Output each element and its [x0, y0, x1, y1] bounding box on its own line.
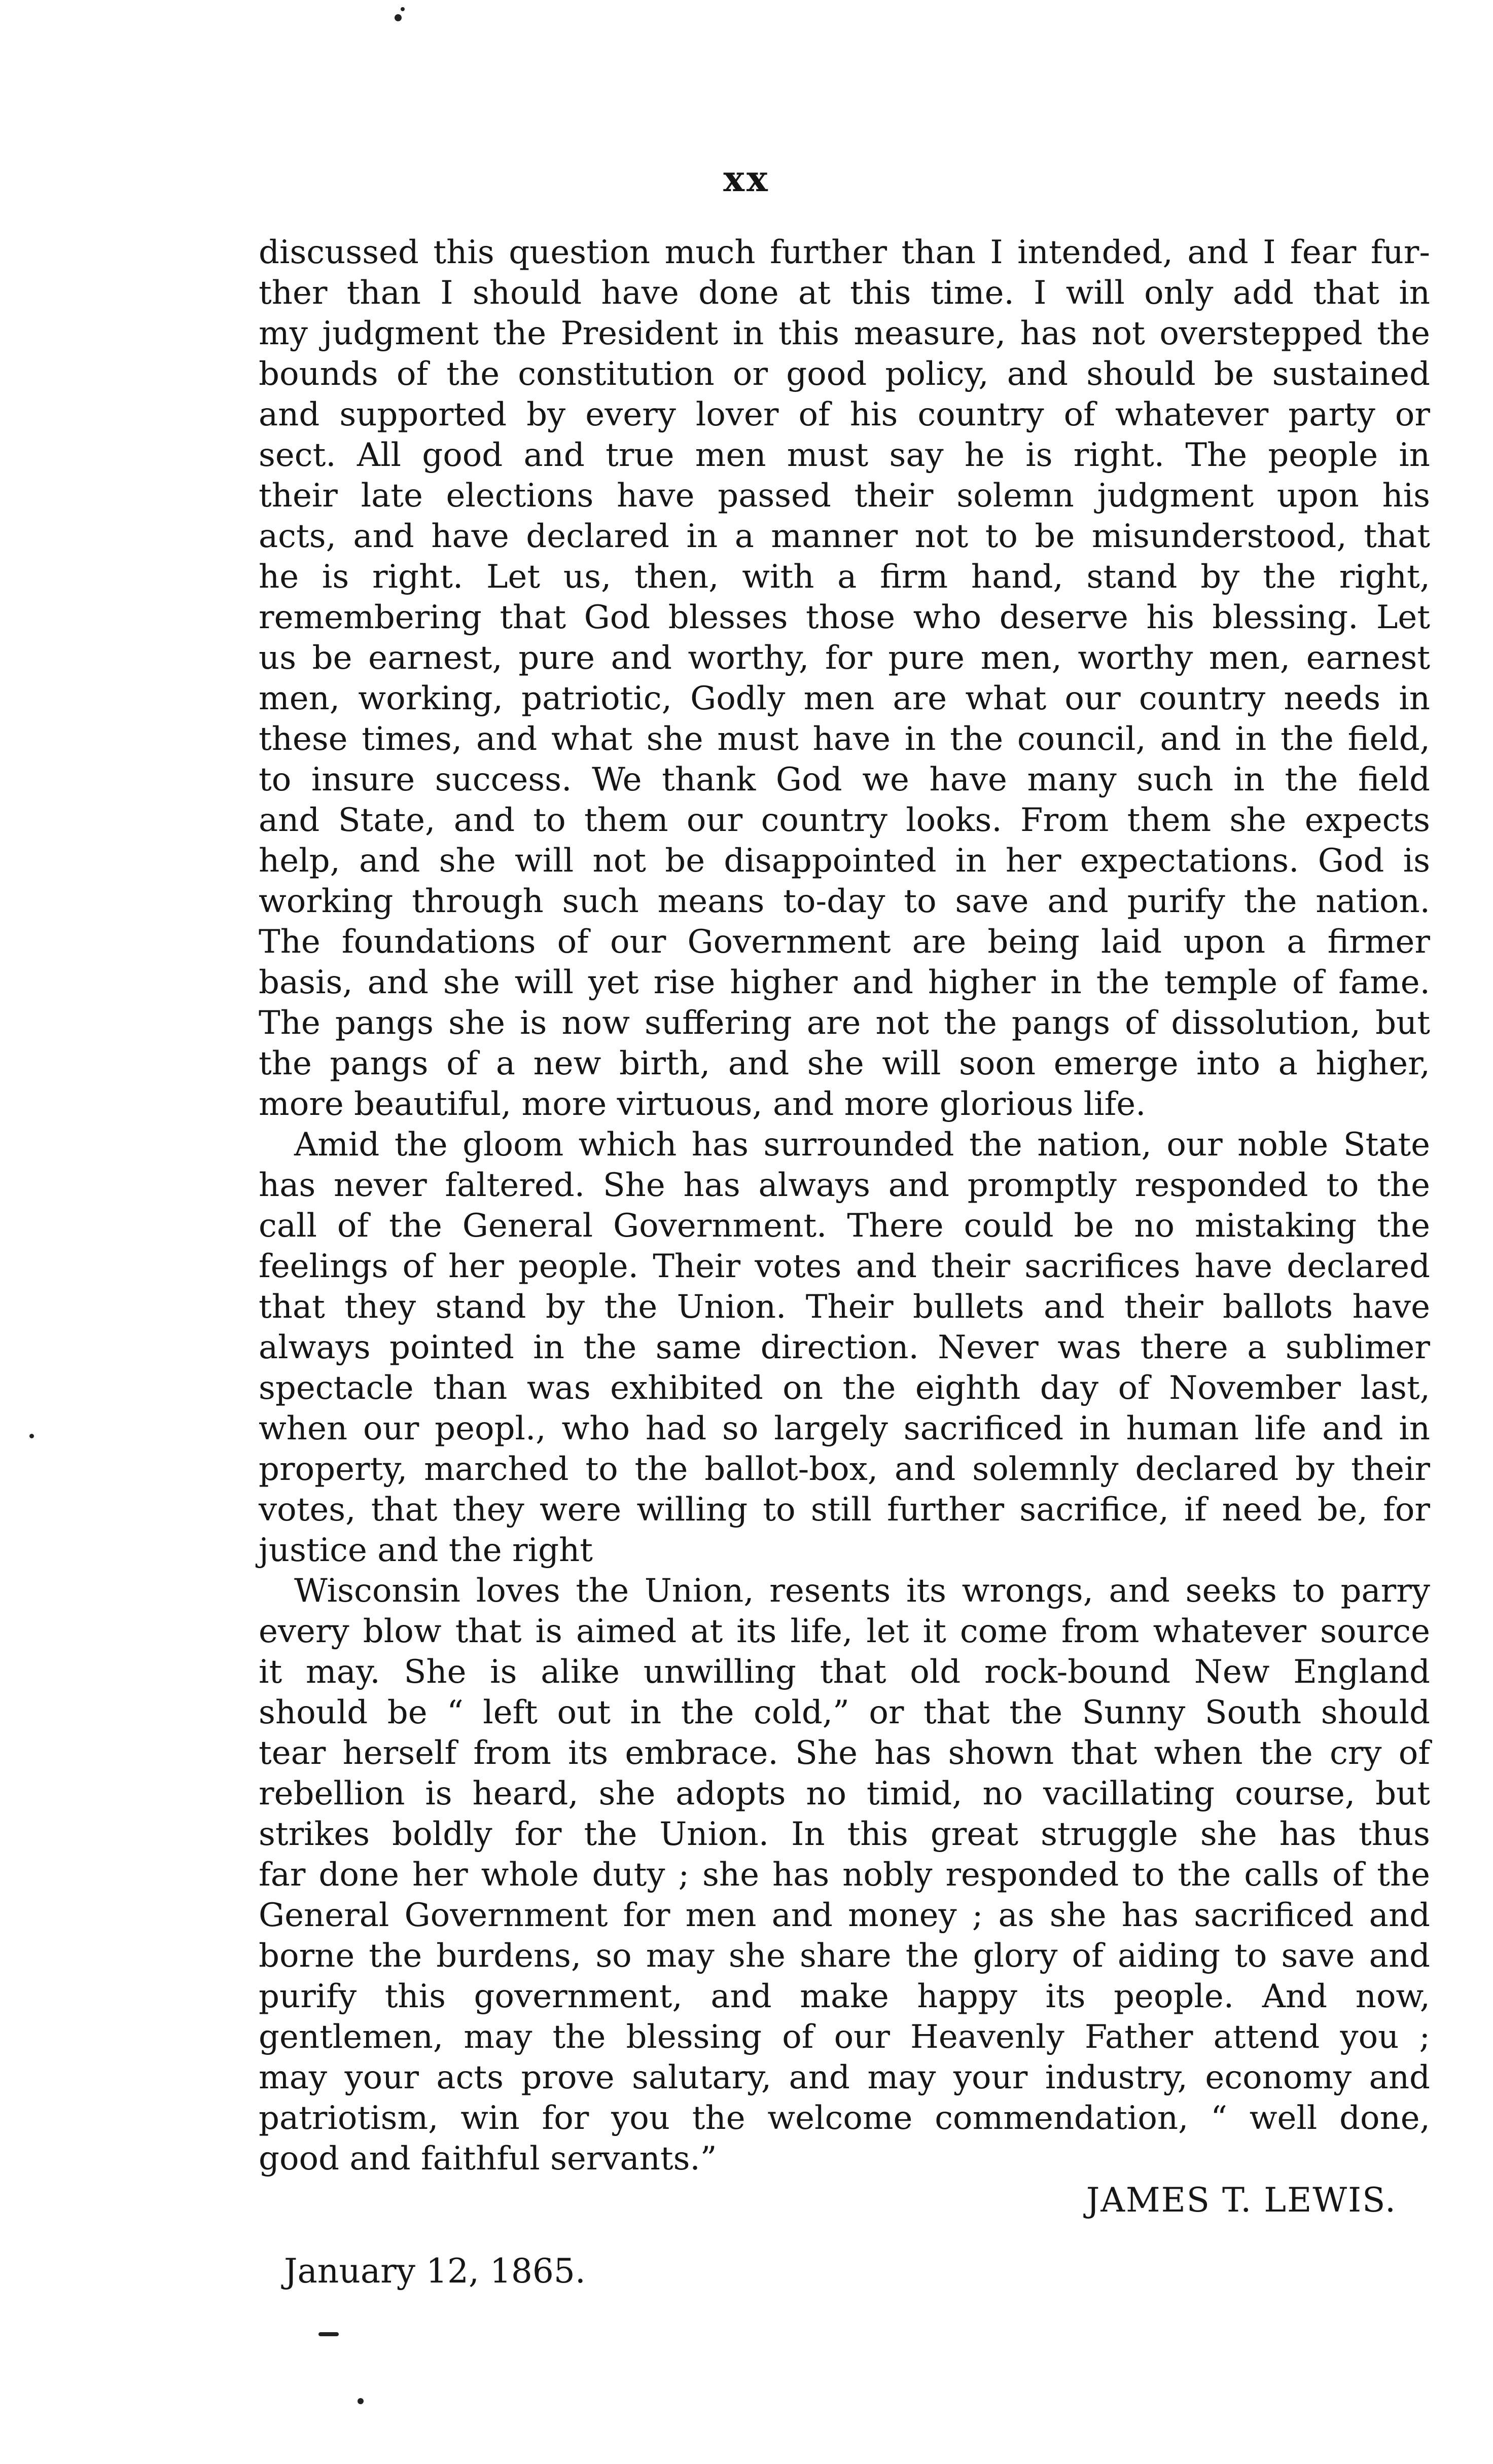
text-line: The foundations of our Government are being laid upon a firmer: [259, 923, 1430, 961]
text-line: good and faithful servants.”: [259, 2140, 717, 2178]
text-line: General Government for men and money ; as she has sacrificed and: [259, 1897, 1430, 1934]
ink-speck: [395, 14, 402, 21]
text-line: votes, that they were willing to still further sacrifice, if need be, for: [259, 1491, 1430, 1529]
text-line: my judgment the President in this measure, has not overstepped the: [259, 315, 1430, 352]
page-number: xx: [723, 158, 770, 200]
text-line: far done her whole duty ; she has nobly responded to the calls of the: [259, 1856, 1430, 1894]
text-line: it may. She is alike unwilling that old rock-bound New England: [259, 1653, 1430, 1691]
text-line: these times, and what she must have in the council, and in the field,: [259, 720, 1430, 758]
text-line: acts, and have declared in a manner not to be misunderstood, that: [259, 518, 1430, 555]
text-line: and State, and to them our country looks. From them she expects: [259, 802, 1430, 839]
text-line: always pointed in the same direction. Never was there a sublimer: [259, 1329, 1430, 1366]
text-line: every blow that is aimed at its life, let it come from whatever source: [259, 1613, 1430, 1650]
text-line: Amid the gloom which has surrounded the nation, our noble State: [294, 1126, 1430, 1164]
text-line: strikes boldly for the Union. In this great struggle she has thus: [259, 1816, 1430, 1853]
date-line: January 12, 1865.: [284, 2252, 586, 2291]
text-line: purify this government, and make happy its people. And now,: [259, 1978, 1430, 2015]
text-line: Wisconsin loves the Union, resents its wrongs, and seeks to parry: [294, 1572, 1430, 1610]
text-line: men, working, patriotic, Godly men are what our country needs in: [259, 680, 1430, 717]
text-line: ther than I should have done at this time. I will only add that in: [259, 274, 1430, 312]
text-line: to insure success. We thank God we have many such in the field: [259, 761, 1430, 799]
text-line: basis, and she will yet rise higher and higher in the temple of fame.: [259, 964, 1430, 1001]
text-line: may your acts prove salutary, and may your industry, economy and: [259, 2059, 1430, 2096]
text-line: discussed this question much further than I intended, and I fear fur-: [259, 234, 1430, 271]
text-line: justice and the right: [259, 1532, 593, 1569]
text-line: rebellion is heard, she adopts no timid, no vacillating course, but: [259, 1775, 1430, 1813]
ink-speck: [358, 2398, 364, 2404]
text-line: sect. All good and true men must say he is right. The people in: [259, 437, 1430, 474]
text-line: property, marched to the ballot-box, and solemnly declared by their: [259, 1451, 1430, 1488]
text-line: remembering that God blesses those who deserve his blessing. Let: [259, 599, 1430, 636]
text-line: The pangs she is now suffering are not the pangs of dissolution, but: [259, 1004, 1430, 1042]
text-line: he is right. Let us, then, with a firm hand, stand by the right,: [259, 558, 1430, 596]
text-line: and supported by every lover of his country of whatever party or: [259, 396, 1430, 433]
text-line: bounds of the constitution or good policy, and should be sustained: [259, 355, 1430, 393]
text-line: feelings of her people. Their votes and their sacrifices have declared: [259, 1248, 1430, 1285]
text-line: gentlemen, may the blessing of our Heavenly Father attend you ;: [259, 2018, 1430, 2056]
text-line: spectacle than was exhibited on the eighth day of November last,: [259, 1369, 1430, 1407]
signature: JAMES T. LEWIS.: [1086, 2181, 1397, 2220]
ink-speck: [318, 2332, 339, 2336]
ink-speck: [401, 7, 405, 11]
text-line: the pangs of a new birth, and she will soon emerge into a higher,: [259, 1045, 1430, 1082]
text-line: has never faltered. She has always and promptly responded to the: [259, 1167, 1430, 1204]
text-line: that they stand by the Union. Their bullets and their ballots have: [259, 1288, 1430, 1326]
text-line: call of the General Government. There could be no mistaking the: [259, 1207, 1430, 1245]
text-line: us be earnest, pure and worthy, for pure men, worthy men, earnest: [259, 639, 1430, 677]
paragraph: [259, 1125, 1430, 1571]
text-line: their late elections have passed their solemn judgment upon his: [259, 477, 1430, 515]
body-text: [259, 232, 1430, 2179]
ink-speck: [29, 1434, 34, 1438]
text-line: patriotism, win for you the welcome commendation, “ well done,: [259, 2099, 1430, 2137]
text-line: should be “ left out in the cold,” or that the Sunny South should: [259, 1694, 1430, 1731]
text-line: working through such means to-day to save and purify the nation.: [259, 883, 1430, 920]
text-line: borne the burdens, so may she share the glory of aiding to save and: [259, 1937, 1430, 1975]
text-line: help, and she will not be disappointed in her expectations. God is: [259, 842, 1430, 880]
text-line: when our peopl., who had so largely sacrificed in human life and in: [259, 1410, 1430, 1447]
paragraph: [259, 232, 1430, 1125]
text-line: tear herself from its embrace. She has shown that when the cry of: [259, 1734, 1430, 1772]
text-line: more beautiful, more virtuous, and more glorious life.: [259, 1085, 1146, 1123]
paragraph: [259, 1571, 1430, 2179]
